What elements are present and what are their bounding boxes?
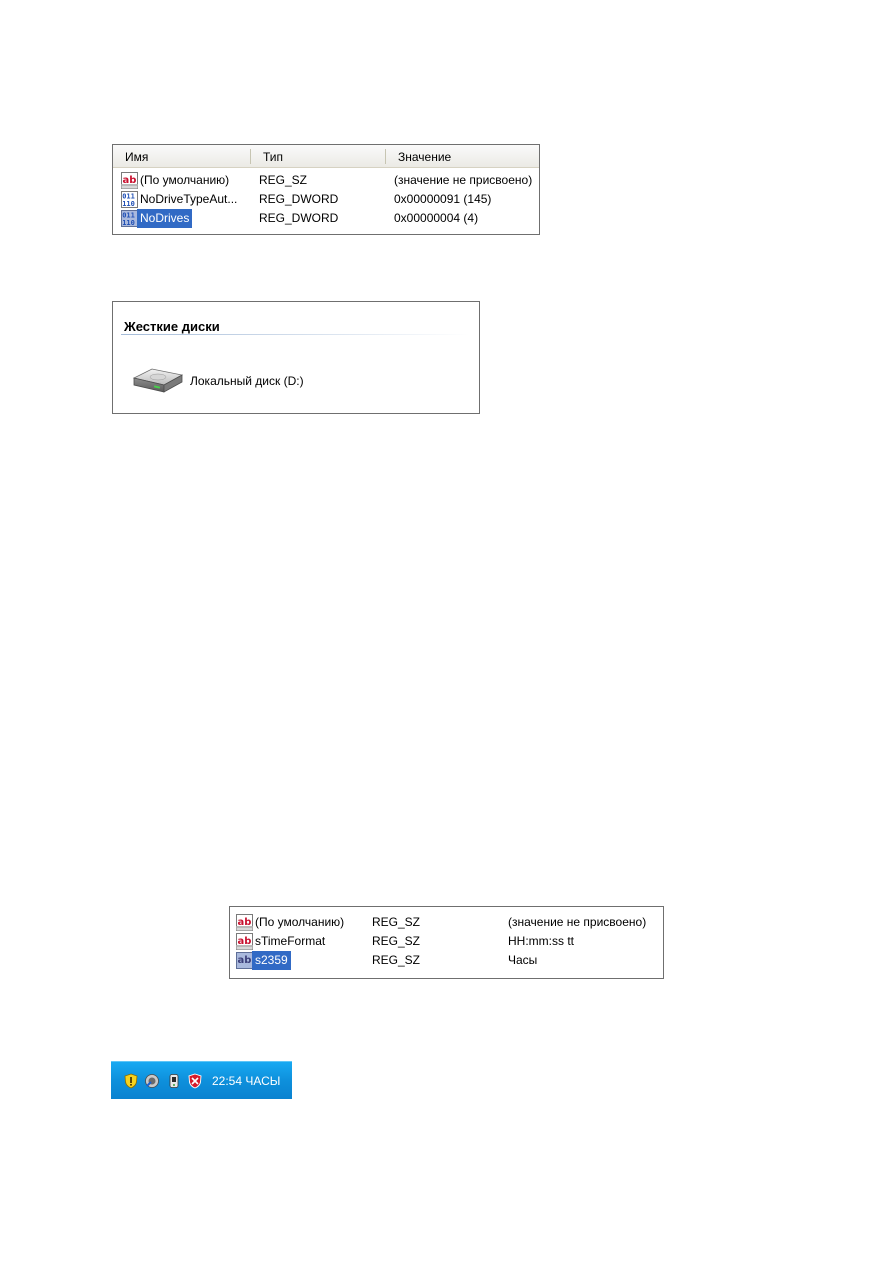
- value-data: HH:mm:ss tt: [508, 934, 574, 948]
- antivirus-icon[interactable]: [187, 1073, 203, 1089]
- registry-row[interactable]: [230, 932, 663, 951]
- value-data: 0x00000004 (4): [394, 211, 479, 225]
- drive-label[interactable]: Локальный диск (D:): [190, 374, 304, 388]
- registry-row-selected[interactable]: [113, 209, 539, 228]
- value-type: REG_SZ: [372, 953, 421, 967]
- value-data: 0x00000091 (145): [394, 192, 492, 206]
- string-value-icon: [236, 933, 253, 950]
- safely-remove-icon[interactable]: [166, 1073, 182, 1089]
- value-name: NoDriveTypeAut...: [140, 192, 238, 206]
- dword-value-icon: [121, 191, 138, 208]
- column-header-type[interactable]: Тип: [263, 150, 284, 164]
- string-value-icon: [121, 172, 138, 189]
- group-divider: [121, 334, 469, 335]
- list-header: [113, 145, 539, 168]
- value-type: REG_SZ: [259, 173, 308, 187]
- explorer-drives-panel: [112, 301, 480, 414]
- registry-values-list: [112, 144, 540, 235]
- tray-clock[interactable]: 22:54 ЧАСЫ: [212, 1074, 281, 1088]
- value-name: (По умолчанию): [140, 173, 230, 187]
- column-header-value[interactable]: Значение: [398, 150, 452, 164]
- string-value-icon: [236, 914, 253, 931]
- registry-values-list: [229, 906, 664, 979]
- value-type: REG_SZ: [372, 934, 421, 948]
- registry-row[interactable]: [230, 913, 663, 932]
- security-shield-icon[interactable]: [123, 1073, 139, 1089]
- value-name: sTimeFormat: [255, 934, 326, 948]
- value-data: Часы: [508, 953, 538, 967]
- registry-row[interactable]: [113, 171, 539, 190]
- system-tray: [111, 1061, 292, 1099]
- value-data: (значение не присвоено): [394, 173, 533, 187]
- value-type: REG_DWORD: [259, 211, 339, 225]
- value-name: s2359: [252, 951, 291, 970]
- network-icon[interactable]: [144, 1073, 160, 1089]
- hard-drive-icon[interactable]: [130, 366, 186, 396]
- registry-row-selected[interactable]: [230, 951, 663, 970]
- group-title-hard-drives: Жесткие диски: [124, 319, 220, 334]
- string-value-icon: [236, 952, 253, 969]
- value-name: NoDrives: [137, 209, 192, 228]
- column-header-name[interactable]: Имя: [125, 150, 149, 164]
- value-name: (По умолчанию): [255, 915, 345, 929]
- dword-value-icon: [121, 210, 138, 227]
- value-type: REG_DWORD: [259, 192, 339, 206]
- registry-row[interactable]: [113, 190, 539, 209]
- value-type: REG_SZ: [372, 915, 421, 929]
- value-data: (значение не присвоено): [508, 915, 647, 929]
